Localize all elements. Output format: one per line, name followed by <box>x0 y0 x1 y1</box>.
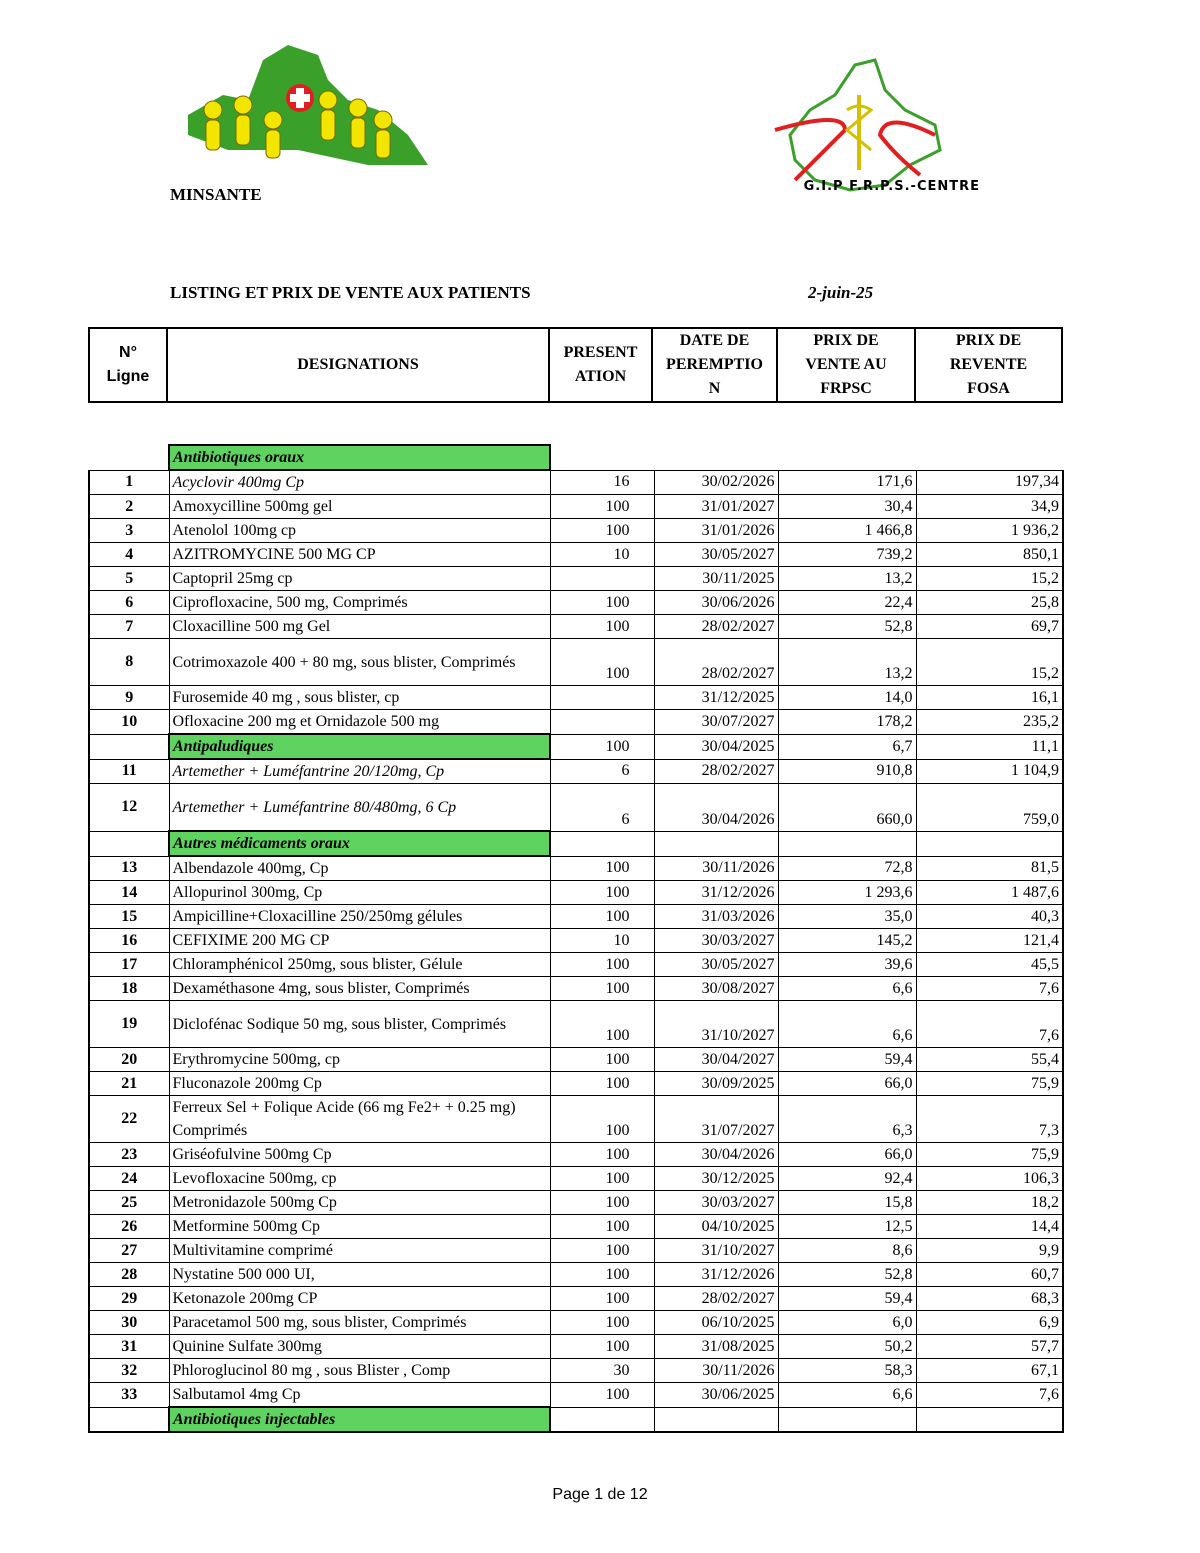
expiry-cell: 30/04/2025 <box>654 734 778 759</box>
presentation-cell: 100 <box>550 1215 654 1239</box>
designation-cell: AZITROMYCINE 500 MG CP <box>169 543 550 567</box>
table-row <box>89 470 1063 495</box>
designation-cell: Ferreux Sel + Folique Acide (66 mg Fe2+ + 0.25 mg) Comprimés <box>169 1096 550 1143</box>
expiry-cell <box>654 831 778 856</box>
designation-cell: Metronidazole 500mg Cp <box>169 1191 550 1215</box>
designation-cell: Ketonazole 200mg CP <box>169 1287 550 1311</box>
expiry-cell: 30/07/2027 <box>654 710 778 735</box>
col-designation: DESIGNATIONS <box>167 328 549 402</box>
designation-cell: Artemether + Luméfantrine 20/120mg, Cp <box>169 759 550 784</box>
expiry-cell: 30/04/2026 <box>654 1143 778 1167</box>
expiry-cell: 30/06/2026 <box>654 591 778 615</box>
price-frpsc-cell: 92,4 <box>778 1167 916 1191</box>
price-fosa-cell: 57,7 <box>916 1335 1063 1359</box>
price-fosa-cell: 106,3 <box>916 1167 1063 1191</box>
expiry-cell <box>654 445 778 470</box>
table-row <box>89 519 1063 543</box>
price-fosa-cell: 34,9 <box>916 495 1063 519</box>
price-frpsc-cell: 30,4 <box>778 495 916 519</box>
price-frpsc-cell <box>778 1407 916 1432</box>
row-number: 18 <box>89 977 169 1001</box>
expiry-cell: 30/02/2026 <box>654 470 778 495</box>
presentation-cell: 16 <box>550 470 654 495</box>
presentation-cell: 10 <box>550 929 654 953</box>
category-label: Autres médicaments oraux <box>169 831 550 856</box>
price-frpsc-cell: 59,4 <box>778 1287 916 1311</box>
designation-cell: Captopril 25mg cp <box>169 567 550 591</box>
price-frpsc-cell: 52,8 <box>778 615 916 639</box>
presentation-cell <box>550 710 654 735</box>
presentation-cell: 6 <box>550 784 654 832</box>
price-fosa-cell: 68,3 <box>916 1287 1063 1311</box>
designation-cell: Phloroglucinol 80 mg , sous Blister , Comp <box>169 1359 550 1383</box>
designation-cell: Ciprofloxacine, 500 mg, Comprimés <box>169 591 550 615</box>
price-fosa-cell: 15,2 <box>916 639 1063 686</box>
price-frpsc-cell: 6,7 <box>778 734 916 759</box>
price-fosa-cell: 9,9 <box>916 1239 1063 1263</box>
presentation-cell: 100 <box>550 519 654 543</box>
row-number: 10 <box>89 710 169 735</box>
presentation-cell: 100 <box>550 1143 654 1167</box>
table-row <box>89 977 1063 1001</box>
row-number: 1 <box>89 470 169 495</box>
presentation-cell: 100 <box>550 1001 654 1048</box>
expiry-cell <box>654 1407 778 1432</box>
presentation-cell <box>550 686 654 710</box>
category-label: Antipaludiques <box>169 734 550 759</box>
designation-cell: Allopurinol 300mg, Cp <box>169 881 550 905</box>
price-fosa-cell: 759,0 <box>916 784 1063 832</box>
row-number: 27 <box>89 1239 169 1263</box>
col-price-fosa: PRIX DE REVENTE FOSA <box>915 328 1062 402</box>
table-row <box>89 1311 1063 1335</box>
table-row <box>89 1072 1063 1096</box>
table-row <box>89 1001 1063 1048</box>
table-row <box>89 929 1063 953</box>
expiry-cell: 30/11/2026 <box>654 1359 778 1383</box>
presentation-cell: 30 <box>550 1359 654 1383</box>
presentation-cell: 100 <box>550 1383 654 1408</box>
table-row <box>89 1143 1063 1167</box>
price-fosa-cell: 75,9 <box>916 1072 1063 1096</box>
price-fosa-cell: 121,4 <box>916 929 1063 953</box>
price-frpsc-cell: 8,6 <box>778 1239 916 1263</box>
ministry-label: MINSANTE <box>170 185 262 204</box>
expiry-cell: 30/11/2026 <box>654 856 778 881</box>
price-fosa-cell: 1 104,9 <box>916 759 1063 784</box>
logo-right-caption: G.I.P F.R.P.S.-CENTRE <box>803 179 980 194</box>
presentation-cell: 100 <box>550 905 654 929</box>
expiry-cell: 31/10/2027 <box>654 1239 778 1263</box>
price-frpsc-cell: 58,3 <box>778 1359 916 1383</box>
category-row <box>89 734 1063 759</box>
row-number <box>89 831 169 856</box>
table-row <box>89 567 1063 591</box>
price-fosa-cell: 235,2 <box>916 710 1063 735</box>
table-row <box>89 1335 1063 1359</box>
presentation-cell: 100 <box>550 1191 654 1215</box>
price-fosa-cell: 40,3 <box>916 905 1063 929</box>
price-fosa-cell: 6,9 <box>916 1311 1063 1335</box>
designation-cell: Artemether + Luméfantrine 80/480mg, 6 Cp <box>169 784 550 832</box>
table-row <box>89 759 1063 784</box>
row-number: 2 <box>89 495 169 519</box>
row-number: 13 <box>89 856 169 881</box>
presentation-cell: 100 <box>550 1335 654 1359</box>
expiry-cell: 28/02/2027 <box>654 759 778 784</box>
row-number: 32 <box>89 1359 169 1383</box>
designation-cell: Atenolol 100mg cp <box>169 519 550 543</box>
expiry-cell: 30/04/2026 <box>654 784 778 832</box>
page-footer: Page 1 de 12 <box>552 1486 648 1503</box>
row-number: 14 <box>89 881 169 905</box>
price-frpsc-cell: 39,6 <box>778 953 916 977</box>
price-frpsc-cell: 52,8 <box>778 1263 916 1287</box>
price-frpsc-cell <box>778 831 916 856</box>
row-number: 21 <box>89 1072 169 1096</box>
price-frpsc-cell: 15,8 <box>778 1191 916 1215</box>
presentation-cell: 100 <box>550 953 654 977</box>
frps-centre-logo <box>735 40 1005 205</box>
designation-cell: Griséofulvine 500mg Cp <box>169 1143 550 1167</box>
price-fosa-cell: 850,1 <box>916 543 1063 567</box>
table-row <box>89 784 1063 832</box>
price-fosa-cell <box>916 831 1063 856</box>
table-row <box>89 1048 1063 1072</box>
row-number: 29 <box>89 1287 169 1311</box>
price-fosa-cell: 81,5 <box>916 856 1063 881</box>
table-row <box>89 686 1063 710</box>
presentation-cell <box>550 567 654 591</box>
price-fosa-cell: 1 487,6 <box>916 881 1063 905</box>
table-row <box>89 615 1063 639</box>
price-fosa-cell <box>916 445 1063 470</box>
price-frpsc-cell: 59,4 <box>778 1048 916 1072</box>
presentation-cell: 100 <box>550 1287 654 1311</box>
designation-cell: Ampicilline+Cloxacilline 250/250mg gélules <box>169 905 550 929</box>
category-label: Antibiotiques oraux <box>169 445 550 470</box>
expiry-cell: 30/04/2027 <box>654 1048 778 1072</box>
price-fosa-cell: 18,2 <box>916 1191 1063 1215</box>
designation-cell: Ofloxacine 200 mg et Ornidazole 500 mg <box>169 710 550 735</box>
price-fosa-cell: 25,8 <box>916 591 1063 615</box>
row-number <box>89 734 169 759</box>
designation-cell: Erythromycine 500mg, cp <box>169 1048 550 1072</box>
expiry-cell: 28/02/2027 <box>654 639 778 686</box>
expiry-cell: 30/12/2025 <box>654 1167 778 1191</box>
expiry-cell: 31/01/2026 <box>654 519 778 543</box>
designation-cell: Quinine Sulfate 300mg <box>169 1335 550 1359</box>
presentation-cell: 100 <box>550 1072 654 1096</box>
table-row <box>89 1096 1063 1143</box>
designation-cell: Furosemide 40 mg , sous blister, cp <box>169 686 550 710</box>
table-row <box>89 1215 1063 1239</box>
price-frpsc-cell: 910,8 <box>778 759 916 784</box>
presentation-cell <box>550 1407 654 1432</box>
expiry-cell: 04/10/2025 <box>654 1215 778 1239</box>
presentation-cell: 100 <box>550 977 654 1001</box>
table-row <box>89 1383 1063 1408</box>
presentation-cell: 100 <box>550 1048 654 1072</box>
row-number: 16 <box>89 929 169 953</box>
table-row <box>89 1167 1063 1191</box>
designation-cell: Nystatine 500 000 UI, <box>169 1263 550 1287</box>
price-fosa-cell: 1 936,2 <box>916 519 1063 543</box>
expiry-cell: 30/09/2025 <box>654 1072 778 1096</box>
expiry-cell: 28/02/2027 <box>654 1287 778 1311</box>
expiry-cell: 30/08/2027 <box>654 977 778 1001</box>
presentation-cell <box>550 831 654 856</box>
table-row <box>89 1191 1063 1215</box>
row-number: 28 <box>89 1263 169 1287</box>
price-frpsc-cell: 6,6 <box>778 1383 916 1408</box>
price-frpsc-cell: 145,2 <box>778 929 916 953</box>
expiry-cell: 31/03/2026 <box>654 905 778 929</box>
price-frpsc-cell: 72,8 <box>778 856 916 881</box>
price-frpsc-cell: 13,2 <box>778 639 916 686</box>
expiry-cell: 06/10/2025 <box>654 1311 778 1335</box>
price-frpsc-cell: 1 466,8 <box>778 519 916 543</box>
price-fosa-cell: 11,1 <box>916 734 1063 759</box>
price-frpsc-cell: 739,2 <box>778 543 916 567</box>
price-fosa-cell: 15,2 <box>916 567 1063 591</box>
table-row <box>89 953 1063 977</box>
row-number: 23 <box>89 1143 169 1167</box>
col-num: N° Ligne <box>89 328 167 402</box>
presentation-cell: 100 <box>550 734 654 759</box>
expiry-cell: 30/03/2027 <box>654 1191 778 1215</box>
price-fosa-cell: 197,34 <box>916 470 1063 495</box>
price-fosa-cell: 14,4 <box>916 1215 1063 1239</box>
price-frpsc-cell: 13,2 <box>778 567 916 591</box>
row-number: 12 <box>89 784 169 832</box>
price-frpsc-cell: 50,2 <box>778 1335 916 1359</box>
row-number: 11 <box>89 759 169 784</box>
row-number: 15 <box>89 905 169 929</box>
col-expiry: DATE DE PEREMPTIO N <box>652 328 777 402</box>
col-presentation: PRESENT ATION <box>549 328 652 402</box>
designation-cell: Cotrimoxazole 400 + 80 mg, sous blister, Comprimés <box>169 639 550 686</box>
presentation-cell: 100 <box>550 591 654 615</box>
price-frpsc-cell: 14,0 <box>778 686 916 710</box>
expiry-cell: 30/03/2027 <box>654 929 778 953</box>
price-frpsc-cell: 6,3 <box>778 1096 916 1143</box>
price-fosa-cell: 7,6 <box>916 1001 1063 1048</box>
price-fosa-cell: 7,6 <box>916 1383 1063 1408</box>
designation-cell: Metformine 500mg Cp <box>169 1215 550 1239</box>
expiry-cell: 31/12/2026 <box>654 881 778 905</box>
designation-cell: Cloxacilline 500 mg Gel <box>169 615 550 639</box>
table-row <box>89 1263 1063 1287</box>
row-number: 30 <box>89 1311 169 1335</box>
table-row <box>89 1239 1063 1263</box>
expiry-cell: 31/12/2026 <box>654 1263 778 1287</box>
table-row <box>89 495 1063 519</box>
price-fosa-cell: 67,1 <box>916 1359 1063 1383</box>
price-frpsc-cell: 660,0 <box>778 784 916 832</box>
designation-cell: Multivitamine comprimé <box>169 1239 550 1263</box>
price-frpsc-cell: 178,2 <box>778 710 916 735</box>
row-number: 6 <box>89 591 169 615</box>
presentation-cell: 100 <box>550 1096 654 1143</box>
expiry-cell: 31/12/2025 <box>654 686 778 710</box>
price-frpsc-cell: 1 293,6 <box>778 881 916 905</box>
expiry-cell: 30/11/2025 <box>654 567 778 591</box>
row-number <box>89 1407 169 1432</box>
price-fosa-cell: 60,7 <box>916 1263 1063 1287</box>
designation-cell: Dexaméthasone 4mg, sous blister, Comprimés <box>169 977 550 1001</box>
price-fosa-cell: 69,7 <box>916 615 1063 639</box>
table-row <box>89 543 1063 567</box>
presentation-cell: 100 <box>550 881 654 905</box>
row-number: 25 <box>89 1191 169 1215</box>
price-fosa-cell: 16,1 <box>916 686 1063 710</box>
price-frpsc-cell: 22,4 <box>778 591 916 615</box>
price-fosa-cell: 55,4 <box>916 1048 1063 1072</box>
table-row <box>89 1359 1063 1383</box>
designation-cell: Diclofénac Sodique 50 mg, sous blister, Comprimés <box>169 1001 550 1048</box>
expiry-cell: 30/06/2025 <box>654 1383 778 1408</box>
designation-cell: Salbutamol 4mg Cp <box>169 1383 550 1408</box>
row-number: 9 <box>89 686 169 710</box>
designation-cell: Chloramphénicol 250mg, sous blister, Gélule <box>169 953 550 977</box>
price-frpsc-cell: 6,6 <box>778 1001 916 1048</box>
row-number: 7 <box>89 615 169 639</box>
table-row <box>89 710 1063 735</box>
table-row <box>89 591 1063 615</box>
table-row <box>89 905 1063 929</box>
table-row <box>89 639 1063 686</box>
expiry-cell: 30/05/2027 <box>654 953 778 977</box>
row-number: 17 <box>89 953 169 977</box>
price-fosa-cell: 7,6 <box>916 977 1063 1001</box>
expiry-cell: 31/08/2025 <box>654 1335 778 1359</box>
price-frpsc-cell: 66,0 <box>778 1143 916 1167</box>
presentation-cell: 100 <box>550 856 654 881</box>
price-fosa-cell <box>916 1407 1063 1432</box>
price-fosa-cell: 7,3 <box>916 1096 1063 1143</box>
presentation-cell: 100 <box>550 495 654 519</box>
presentation-cell: 100 <box>550 1263 654 1287</box>
category-label: Antibiotiques injectables <box>169 1407 550 1432</box>
column-header-table <box>88 327 1063 403</box>
price-fosa-cell: 45,5 <box>916 953 1063 977</box>
row-number <box>89 445 169 470</box>
presentation-cell: 100 <box>550 1311 654 1335</box>
table-row <box>89 1287 1063 1311</box>
category-row <box>89 831 1063 856</box>
expiry-cell: 31/10/2027 <box>654 1001 778 1048</box>
designation-cell: Albendazole 400mg, Cp <box>169 856 550 881</box>
row-number: 19 <box>89 1001 169 1048</box>
price-frpsc-cell: 6,0 <box>778 1311 916 1335</box>
price-frpsc-cell <box>778 445 916 470</box>
row-number: 5 <box>89 567 169 591</box>
row-number: 8 <box>89 639 169 686</box>
price-frpsc-cell: 35,0 <box>778 905 916 929</box>
category-row <box>89 445 1063 470</box>
row-number: 31 <box>89 1335 169 1359</box>
expiry-cell: 31/07/2027 <box>654 1096 778 1143</box>
row-number: 4 <box>89 543 169 567</box>
row-number: 24 <box>89 1167 169 1191</box>
document-title: LISTING ET PRIX DE VENTE AUX PATIENTS <box>170 283 531 302</box>
table-row <box>89 881 1063 905</box>
presentation-cell: 100 <box>550 639 654 686</box>
presentation-cell: 100 <box>550 615 654 639</box>
designation-cell: Acyclovir 400mg Cp <box>169 470 550 495</box>
presentation-cell: 10 <box>550 543 654 567</box>
row-number: 20 <box>89 1048 169 1072</box>
table-row <box>89 856 1063 881</box>
price-fosa-cell: 75,9 <box>916 1143 1063 1167</box>
drug-price-table <box>88 444 1064 1433</box>
expiry-cell: 31/01/2027 <box>654 495 778 519</box>
minsante-logo <box>168 40 433 170</box>
designation-cell: Paracetamol 500 mg, sous blister, Comprimés <box>169 1311 550 1335</box>
price-frpsc-cell: 66,0 <box>778 1072 916 1096</box>
price-frpsc-cell: 6,6 <box>778 977 916 1001</box>
expiry-cell: 30/05/2027 <box>654 543 778 567</box>
presentation-cell: 100 <box>550 1239 654 1263</box>
category-row <box>89 1407 1063 1432</box>
presentation-cell: 100 <box>550 1167 654 1191</box>
expiry-cell: 28/02/2027 <box>654 615 778 639</box>
row-number: 26 <box>89 1215 169 1239</box>
designation-cell: CEFIXIME 200 MG CP <box>169 929 550 953</box>
presentation-cell: 6 <box>550 759 654 784</box>
designation-cell: Fluconazole 200mg Cp <box>169 1072 550 1096</box>
designation-cell: Amoxycilline 500mg gel <box>169 495 550 519</box>
price-frpsc-cell: 12,5 <box>778 1215 916 1239</box>
presentation-cell <box>550 445 654 470</box>
row-number: 22 <box>89 1096 169 1143</box>
col-price-frpsc: PRIX DE VENTE AU FRPSC <box>777 328 915 402</box>
row-number: 33 <box>89 1383 169 1408</box>
designation-cell: Levofloxacine 500mg, cp <box>169 1167 550 1191</box>
row-number: 3 <box>89 519 169 543</box>
price-frpsc-cell: 171,6 <box>778 470 916 495</box>
document-date: 2-juin-25 <box>808 283 874 302</box>
